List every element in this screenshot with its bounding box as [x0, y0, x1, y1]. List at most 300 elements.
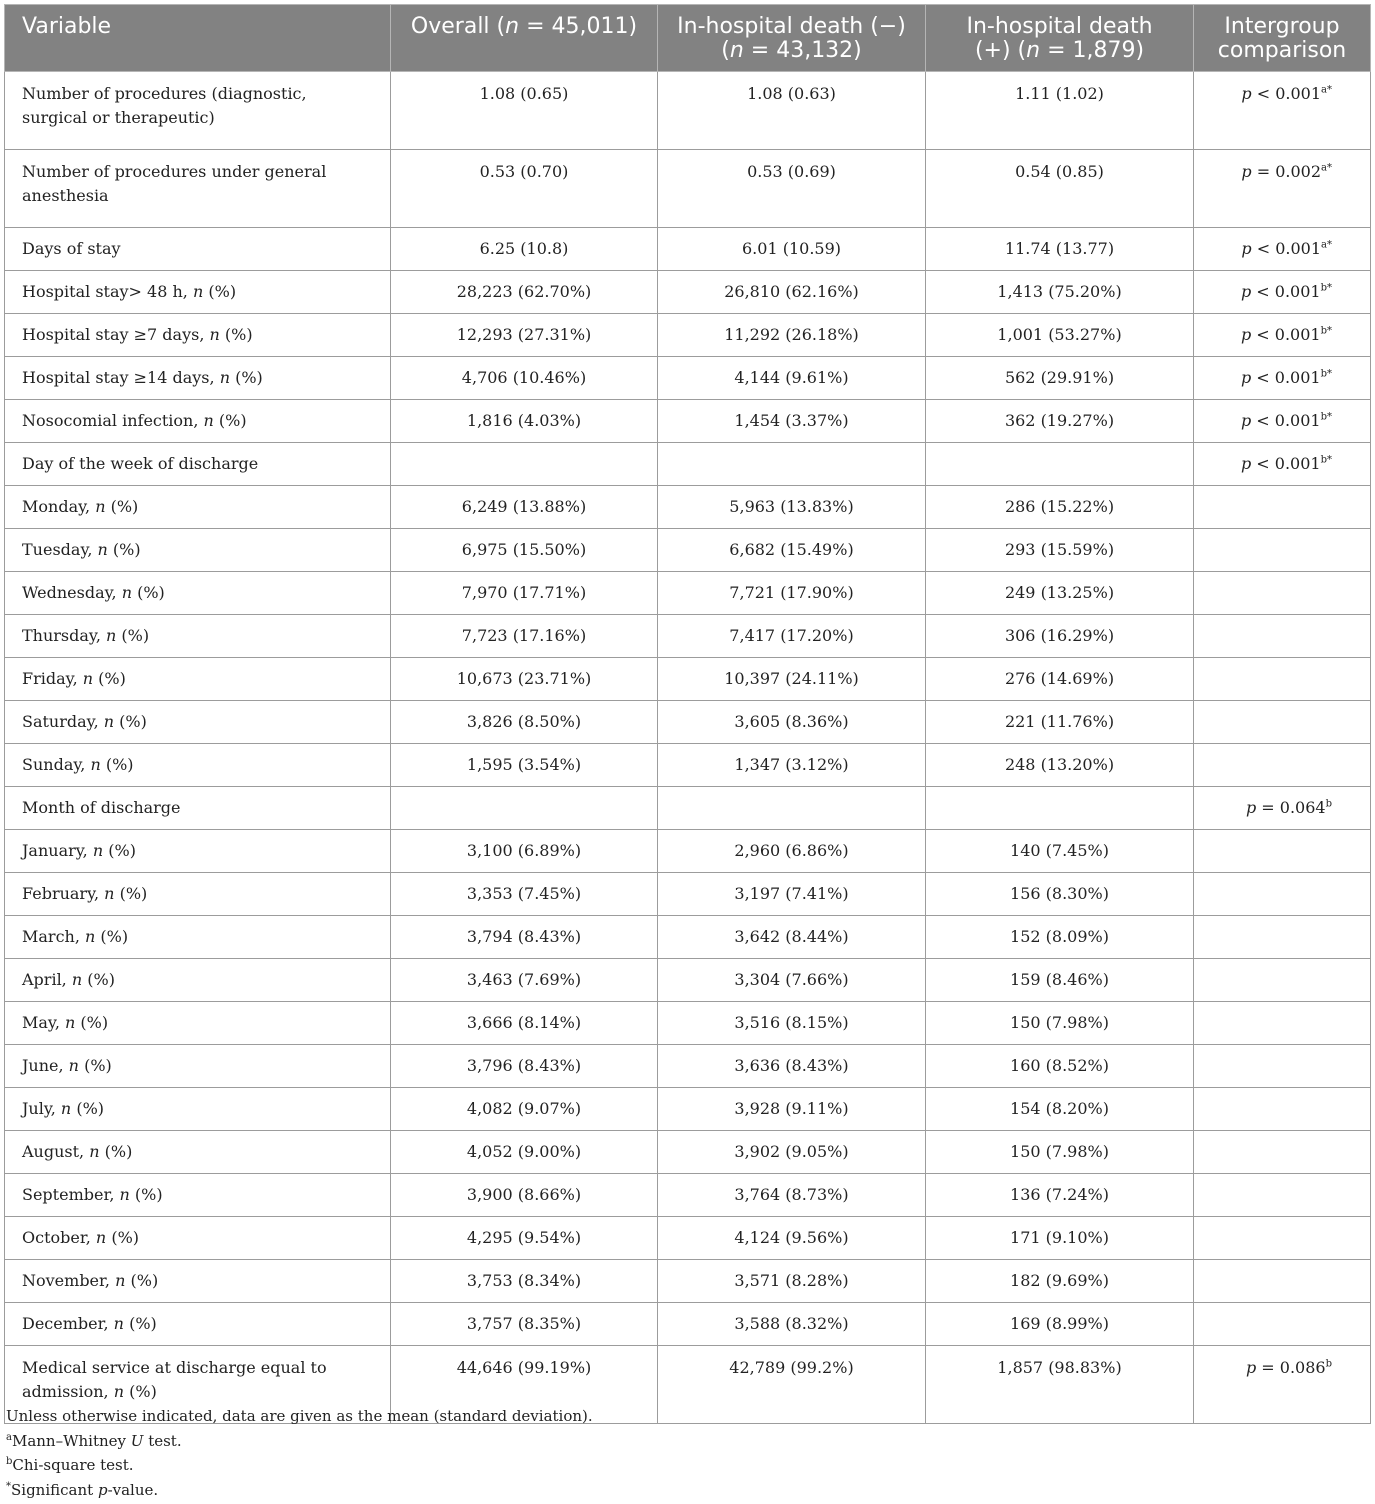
cell-comparison	[1194, 873, 1371, 916]
table-row	[5, 443, 1371, 486]
variable-n-symbol: n	[68, 1056, 79, 1075]
cell-death-negative: 3,928 (9.11%)	[658, 1088, 926, 1131]
cell-death-negative: 3,304 (7.66%)	[658, 959, 926, 1002]
header-overall-value: = 45,011)	[519, 14, 638, 39]
cell-comparison	[1194, 959, 1371, 1002]
cell-overall: 10,673 (23.71%)	[391, 658, 658, 701]
variable-text: Wednesday,	[22, 583, 122, 602]
cell-death-positive: 11.74 (13.77)	[926, 228, 1194, 271]
cell-variable	[5, 529, 391, 572]
cell-overall: 44,646 (99.19%)	[391, 1346, 658, 1424]
cell-death-positive: 306 (16.29%)	[926, 615, 1194, 658]
cell-overall: 3,666 (8.14%)	[391, 1002, 658, 1045]
cell-overall: 4,082 (9.07%)	[391, 1088, 658, 1131]
p-symbol: p	[1241, 239, 1252, 258]
table-row	[5, 150, 1371, 228]
table-row	[5, 400, 1371, 443]
header-death-positive-open: (+) (	[974, 38, 1027, 63]
cell-overall: 4,052 (9.00%)	[391, 1131, 658, 1174]
cell-variable	[5, 486, 391, 529]
cell-overall	[391, 787, 658, 830]
variable-text: Saturday,	[22, 712, 104, 731]
variable-unit: (%)	[100, 755, 134, 774]
variable-unit: (%)	[116, 626, 150, 645]
cell-death-negative: 6,682 (15.49%)	[658, 529, 926, 572]
cell-variable	[5, 916, 391, 959]
variable-text: Nosocomial infection,	[22, 411, 204, 430]
variable-unit: (%)	[71, 1099, 105, 1118]
cell-death-positive: 156 (8.30%)	[926, 873, 1194, 916]
p-value: < 0.001	[1251, 454, 1321, 473]
variable-text: Thursday,	[22, 626, 107, 645]
header-comparison: Intergroup comparison	[1194, 5, 1371, 72]
variable-unit: (%)	[106, 1228, 140, 1247]
cell-overall: 6,249 (13.88%)	[391, 486, 658, 529]
variable-n-symbol: n	[113, 1382, 125, 1401]
variable-text: August,	[22, 1142, 90, 1161]
cell-overall: 4,706 (10.46%)	[391, 357, 658, 400]
variable-unit: (%)	[132, 583, 165, 602]
variable-n-symbol: n	[90, 755, 101, 774]
header-variable: Variable	[5, 5, 391, 72]
header-row	[5, 5, 1371, 72]
cell-overall: 0.53 (0.70)	[391, 150, 658, 228]
table-row	[5, 486, 1371, 529]
cell-death-positive: 1.11 (1.02)	[926, 72, 1194, 150]
variable-unit: (%)	[124, 1382, 157, 1401]
cell-death-positive: 1,001 (53.27%)	[926, 314, 1194, 357]
cell-comparison	[1194, 1088, 1371, 1131]
variable-unit: (%)	[230, 368, 263, 387]
cell-variable	[5, 873, 391, 916]
p-symbol: p	[1240, 454, 1252, 473]
cell-comparison	[1194, 916, 1371, 959]
cell-death-positive: 154 (8.20%)	[926, 1088, 1194, 1131]
cell-overall: 3,353 (7.45%)	[391, 873, 658, 916]
cell-variable	[5, 1002, 391, 1045]
p-footnote-mark: b	[1325, 798, 1332, 810]
cell-death-negative: 0.53 (0.69)	[658, 150, 926, 228]
cell-comparison	[1194, 1260, 1371, 1303]
table-row	[5, 1131, 1371, 1174]
p-footnote-mark: b*	[1320, 368, 1332, 380]
variable-n-symbol: n	[209, 325, 220, 344]
p-symbol: p	[1245, 798, 1257, 817]
variable-n-symbol: n	[192, 282, 204, 301]
cell-comparison	[1194, 1174, 1371, 1217]
variable-text: February,	[22, 884, 105, 903]
cell-death-positive: 169 (8.99%)	[926, 1303, 1194, 1346]
variable-unit: (%)	[114, 884, 148, 903]
cell-death-positive: 182 (9.69%)	[926, 1260, 1194, 1303]
footnote-b-mark: b	[6, 1456, 13, 1467]
cell-variable	[5, 443, 391, 486]
variable-unit: (%)	[123, 1314, 157, 1333]
cell-death-negative: 4,124 (9.56%)	[658, 1217, 926, 1260]
table-row	[5, 959, 1371, 1002]
cell-variable	[5, 1174, 391, 1217]
variable-text: December,	[22, 1314, 114, 1333]
variable-n-symbol: n	[60, 1099, 72, 1118]
variable-n-symbol: n	[104, 884, 115, 903]
cell-death-positive: 293 (15.59%)	[926, 529, 1194, 572]
cell-variable	[5, 701, 391, 744]
cell-death-negative: 5,963 (13.83%)	[658, 486, 926, 529]
table-row	[5, 1088, 1371, 1131]
table-row	[5, 357, 1371, 400]
p-footnote-mark: a*	[1321, 84, 1332, 96]
variable-n-symbol: n	[219, 368, 230, 387]
p-value: < 0.001	[1251, 239, 1322, 258]
cell-comparison	[1194, 72, 1371, 150]
variable-n-symbol: n	[95, 497, 106, 516]
variable-n-symbol: n	[97, 540, 108, 559]
cell-death-negative: 3,636 (8.43%)	[658, 1045, 926, 1088]
variable-text: Hospital stay ≥7 days,	[22, 325, 210, 344]
footnote-a-text: Mann–Whitney	[11, 1431, 131, 1450]
cell-death-negative: 1,454 (3.37%)	[658, 400, 926, 443]
header-death-negative-label: In-hospital death (−)	[677, 14, 906, 39]
table-row	[5, 1045, 1371, 1088]
p-footnote-mark: b*	[1320, 282, 1332, 294]
cell-comparison	[1194, 830, 1371, 873]
table-row	[5, 744, 1371, 787]
cell-death-positive: 159 (8.46%)	[926, 959, 1194, 1002]
cell-death-positive: 248 (13.20%)	[926, 744, 1194, 787]
cell-overall: 28,223 (62.70%)	[391, 271, 658, 314]
cell-death-positive: 276 (14.69%)	[926, 658, 1194, 701]
p-value: < 0.001	[1251, 84, 1322, 103]
cell-death-negative: 10,397 (24.11%)	[658, 658, 926, 701]
table-row	[5, 314, 1371, 357]
footnote-star-tail: -value.	[107, 1480, 159, 1499]
cell-overall: 7,723 (17.16%)	[391, 615, 658, 658]
p-symbol: p	[1240, 411, 1252, 430]
header-death-negative-n: n	[729, 38, 744, 63]
cell-comparison	[1194, 701, 1371, 744]
p-footnote-mark: b*	[1320, 454, 1332, 466]
cell-comparison	[1194, 486, 1371, 529]
variable-n-symbol: n	[103, 712, 115, 731]
cell-death-negative: 3,902 (9.05%)	[658, 1131, 926, 1174]
table-row	[5, 701, 1371, 744]
variable-unit: (%)	[203, 282, 237, 301]
variable-text: Friday,	[22, 669, 83, 688]
cell-death-negative: 3,764 (8.73%)	[658, 1174, 926, 1217]
header-death-positive-label: In-hospital death	[966, 14, 1153, 39]
cell-death-negative: 1.08 (0.63)	[658, 72, 926, 150]
table-row	[5, 529, 1371, 572]
cell-overall	[391, 443, 658, 486]
footnote-star-mark: *	[6, 1480, 11, 1492]
cell-death-negative	[658, 787, 926, 830]
variable-n-symbol: n	[115, 1271, 126, 1290]
footnotes	[6, 1404, 593, 1502]
header-death-positive-value: = 1,879)	[1040, 38, 1145, 63]
cell-overall: 6.25 (10.8)	[391, 228, 658, 271]
cell-overall: 3,796 (8.43%)	[391, 1045, 658, 1088]
cell-death-negative: 7,417 (17.20%)	[658, 615, 926, 658]
variable-text: Number of procedures under general anesthesia	[22, 162, 327, 205]
footnote-star	[6, 1478, 593, 1503]
variable-text: Medical service at discharge equal to admission,	[22, 1358, 327, 1401]
variable-n-symbol: n	[65, 1013, 76, 1032]
cell-overall: 3,794 (8.43%)	[391, 916, 658, 959]
variable-n-symbol: n	[92, 841, 104, 860]
cell-death-negative: 3,197 (7.41%)	[658, 873, 926, 916]
cell-variable	[5, 357, 391, 400]
cell-comparison	[1194, 357, 1371, 400]
cell-variable	[5, 72, 391, 150]
header-overall-label: Overall (	[410, 14, 506, 39]
cell-comparison	[1194, 1045, 1371, 1088]
variable-text: Month of discharge	[22, 798, 181, 817]
p-value: < 0.001	[1251, 411, 1321, 430]
cell-comparison	[1194, 615, 1371, 658]
variable-text: Days of stay	[22, 239, 121, 258]
variable-unit: (%)	[78, 1056, 112, 1075]
cell-overall: 3,463 (7.69%)	[391, 959, 658, 1002]
variable-unit: (%)	[213, 411, 247, 430]
cell-comparison	[1194, 1217, 1371, 1260]
footnote-b-text: Chi-square test.	[12, 1456, 134, 1474]
cell-death-positive	[926, 443, 1194, 486]
footnote-a-mark: a	[6, 1431, 12, 1443]
cell-overall: 3,757 (8.35%)	[391, 1303, 658, 1346]
cell-comparison	[1194, 1131, 1371, 1174]
variable-n-symbol: n	[119, 1185, 130, 1204]
table-row	[5, 787, 1371, 830]
cell-comparison	[1194, 400, 1371, 443]
variable-unit: (%)	[129, 1185, 163, 1204]
variable-text: Hospital stay ≥14 days,	[22, 368, 220, 387]
cell-death-positive: 1,413 (75.20%)	[926, 271, 1194, 314]
cell-variable	[5, 1217, 391, 1260]
variable-text: Number of procedures (diagnostic, surgical or therapeutic)	[22, 84, 307, 127]
cell-death-negative: 3,516 (8.15%)	[658, 1002, 926, 1045]
table-row	[5, 1174, 1371, 1217]
cell-overall: 1.08 (0.65)	[391, 72, 658, 150]
cell-overall: 12,293 (27.31%)	[391, 314, 658, 357]
cell-variable	[5, 787, 391, 830]
cell-overall: 3,900 (8.66%)	[391, 1174, 658, 1217]
cell-overall: 1,816 (4.03%)	[391, 400, 658, 443]
p-symbol: p	[1240, 325, 1252, 344]
cell-death-positive: 562 (29.91%)	[926, 357, 1194, 400]
variable-n-symbol: n	[121, 583, 133, 602]
cell-variable	[5, 150, 391, 228]
cell-death-positive: 152 (8.09%)	[926, 916, 1194, 959]
p-symbol: p	[1241, 162, 1252, 181]
cell-comparison	[1194, 271, 1371, 314]
cell-variable	[5, 572, 391, 615]
table-row	[5, 873, 1371, 916]
cell-death-positive	[926, 787, 1194, 830]
variable-text: Monday,	[22, 497, 96, 516]
p-symbol: p	[1241, 84, 1252, 103]
header-overall-n: n	[505, 14, 520, 39]
variable-unit: (%)	[75, 1013, 109, 1032]
variable-text: May,	[22, 1013, 66, 1032]
cell-variable	[5, 271, 391, 314]
cell-variable	[5, 1260, 391, 1303]
table-row	[5, 271, 1371, 314]
cell-comparison	[1194, 744, 1371, 787]
footnote-a-u: U	[130, 1431, 144, 1450]
cell-overall: 1,595 (3.54%)	[391, 744, 658, 787]
table-body	[5, 72, 1371, 1424]
variable-unit: (%)	[219, 325, 253, 344]
cell-death-positive: 221 (11.76%)	[926, 701, 1194, 744]
cell-variable	[5, 1088, 391, 1131]
variable-text: September,	[22, 1185, 120, 1204]
cell-death-positive: 140 (7.45%)	[926, 830, 1194, 873]
cell-death-negative: 3,642 (8.44%)	[658, 916, 926, 959]
cell-death-negative: 6.01 (10.59)	[658, 228, 926, 271]
p-footnote-mark: b*	[1320, 325, 1332, 337]
p-symbol: p	[1240, 282, 1252, 301]
cell-death-positive: 150 (7.98%)	[926, 1131, 1194, 1174]
p-value: = 0.086	[1256, 1358, 1326, 1377]
footnote-star-p: p	[97, 1480, 108, 1499]
p-footnote-mark: b*	[1320, 411, 1332, 423]
variable-n-symbol: n	[203, 411, 214, 430]
variable-n-symbol: n	[71, 970, 83, 989]
variable-n-symbol: n	[113, 1314, 124, 1333]
footnote-b	[6, 1453, 593, 1478]
cell-variable	[5, 400, 391, 443]
variable-unit: (%)	[105, 497, 139, 516]
variable-text: Hospital stay> 48 h,	[22, 282, 193, 301]
p-symbol: p	[1245, 1358, 1257, 1377]
footnote-star-text: Significant	[11, 1480, 98, 1499]
cell-death-positive: 0.54 (0.85)	[926, 150, 1194, 228]
p-value: = 0.002	[1251, 162, 1322, 181]
cell-death-positive: 150 (7.98%)	[926, 1002, 1194, 1045]
variable-text: Sunday,	[22, 755, 91, 774]
cell-comparison	[1194, 787, 1371, 830]
variable-text: October,	[22, 1228, 96, 1247]
cell-death-positive: 249 (13.25%)	[926, 572, 1194, 615]
footnote-general: Unless otherwise indicated, data are given as the mean (standard deviation).	[6, 1407, 593, 1425]
header-death-negative-value: = 43,132)	[743, 38, 862, 63]
cell-death-positive: 1,857 (98.83%)	[926, 1346, 1194, 1424]
cell-overall: 3,100 (6.89%)	[391, 830, 658, 873]
cell-comparison	[1194, 572, 1371, 615]
cell-variable	[5, 228, 391, 271]
variable-unit: (%)	[103, 841, 136, 860]
cell-variable	[5, 1045, 391, 1088]
p-value: < 0.001	[1251, 325, 1321, 344]
footnote-a	[6, 1429, 593, 1454]
cell-death-negative: 3,588 (8.32%)	[658, 1303, 926, 1346]
cell-overall: 6,975 (15.50%)	[391, 529, 658, 572]
cell-comparison	[1194, 1303, 1371, 1346]
cell-death-negative: 4,144 (9.61%)	[658, 357, 926, 400]
table-row	[5, 916, 1371, 959]
variable-n-symbol: n	[85, 927, 96, 946]
variable-unit: (%)	[99, 1142, 133, 1161]
cell-death-negative: 3,571 (8.28%)	[658, 1260, 926, 1303]
variable-n-symbol: n	[82, 669, 94, 688]
p-value: < 0.001	[1251, 368, 1321, 387]
cell-death-negative: 42,789 (99.2%)	[658, 1346, 926, 1424]
variable-text: July,	[22, 1099, 61, 1118]
table-row	[5, 615, 1371, 658]
table-row	[5, 1260, 1371, 1303]
variable-text: March,	[22, 927, 86, 946]
variable-text: June,	[22, 1056, 69, 1075]
cell-death-positive: 160 (8.52%)	[926, 1045, 1194, 1088]
variable-unit: (%)	[125, 1271, 159, 1290]
variable-unit: (%)	[82, 970, 115, 989]
cell-death-negative: 2,960 (6.86%)	[658, 830, 926, 873]
p-footnote-mark: a*	[1321, 239, 1332, 251]
p-footnote-mark: b	[1325, 1358, 1332, 1370]
data-table	[4, 4, 1371, 1424]
variable-text: Tuesday,	[22, 540, 98, 559]
cell-death-negative: 7,721 (17.90%)	[658, 572, 926, 615]
cell-variable	[5, 1131, 391, 1174]
variable-n-symbol: n	[89, 1142, 100, 1161]
cell-death-negative: 1,347 (3.12%)	[658, 744, 926, 787]
cell-comparison	[1194, 228, 1371, 271]
cell-death-positive: 286 (15.22%)	[926, 486, 1194, 529]
p-value: < 0.001	[1251, 282, 1321, 301]
cell-variable	[5, 314, 391, 357]
header-death-positive	[926, 5, 1194, 72]
footnote-a-tail: test.	[143, 1431, 182, 1450]
header-death-positive-n: n	[1026, 38, 1041, 63]
table-row	[5, 1002, 1371, 1045]
cell-death-positive: 136 (7.24%)	[926, 1174, 1194, 1217]
cell-variable	[5, 615, 391, 658]
cell-death-positive: 171 (9.10%)	[926, 1217, 1194, 1260]
cell-comparison	[1194, 658, 1371, 701]
variable-unit: (%)	[107, 540, 141, 559]
header-overall	[391, 5, 658, 72]
p-symbol: p	[1240, 368, 1252, 387]
cell-overall: 4,295 (9.54%)	[391, 1217, 658, 1260]
p-value: = 0.064	[1256, 798, 1326, 817]
variable-text: November,	[22, 1271, 116, 1290]
table-row	[5, 1303, 1371, 1346]
header-death-negative: In-hospital death (−) (n = 43,132)	[658, 5, 926, 72]
cell-death-positive: 362 (19.27%)	[926, 400, 1194, 443]
table-row	[5, 72, 1371, 150]
cell-overall: 3,753 (8.34%)	[391, 1260, 658, 1303]
cell-comparison	[1194, 1002, 1371, 1045]
cell-comparison	[1194, 443, 1371, 486]
table-row	[5, 228, 1371, 271]
cell-variable	[5, 744, 391, 787]
variable-n-symbol: n	[106, 626, 117, 645]
cell-death-negative	[658, 443, 926, 486]
variable-unit: (%)	[93, 669, 126, 688]
cell-death-negative: 11,292 (26.18%)	[658, 314, 926, 357]
variable-text: Day of the week of discharge	[22, 454, 259, 473]
p-footnote-mark: a*	[1321, 162, 1332, 174]
cell-variable	[5, 959, 391, 1002]
cell-overall: 3,826 (8.50%)	[391, 701, 658, 744]
table-row	[5, 572, 1371, 615]
variable-n-symbol: n	[95, 1228, 107, 1247]
cell-overall: 7,970 (17.71%)	[391, 572, 658, 615]
table-row	[5, 830, 1371, 873]
cell-comparison	[1194, 150, 1371, 228]
cell-death-negative: 3,605 (8.36%)	[658, 701, 926, 744]
cell-variable	[5, 1303, 391, 1346]
